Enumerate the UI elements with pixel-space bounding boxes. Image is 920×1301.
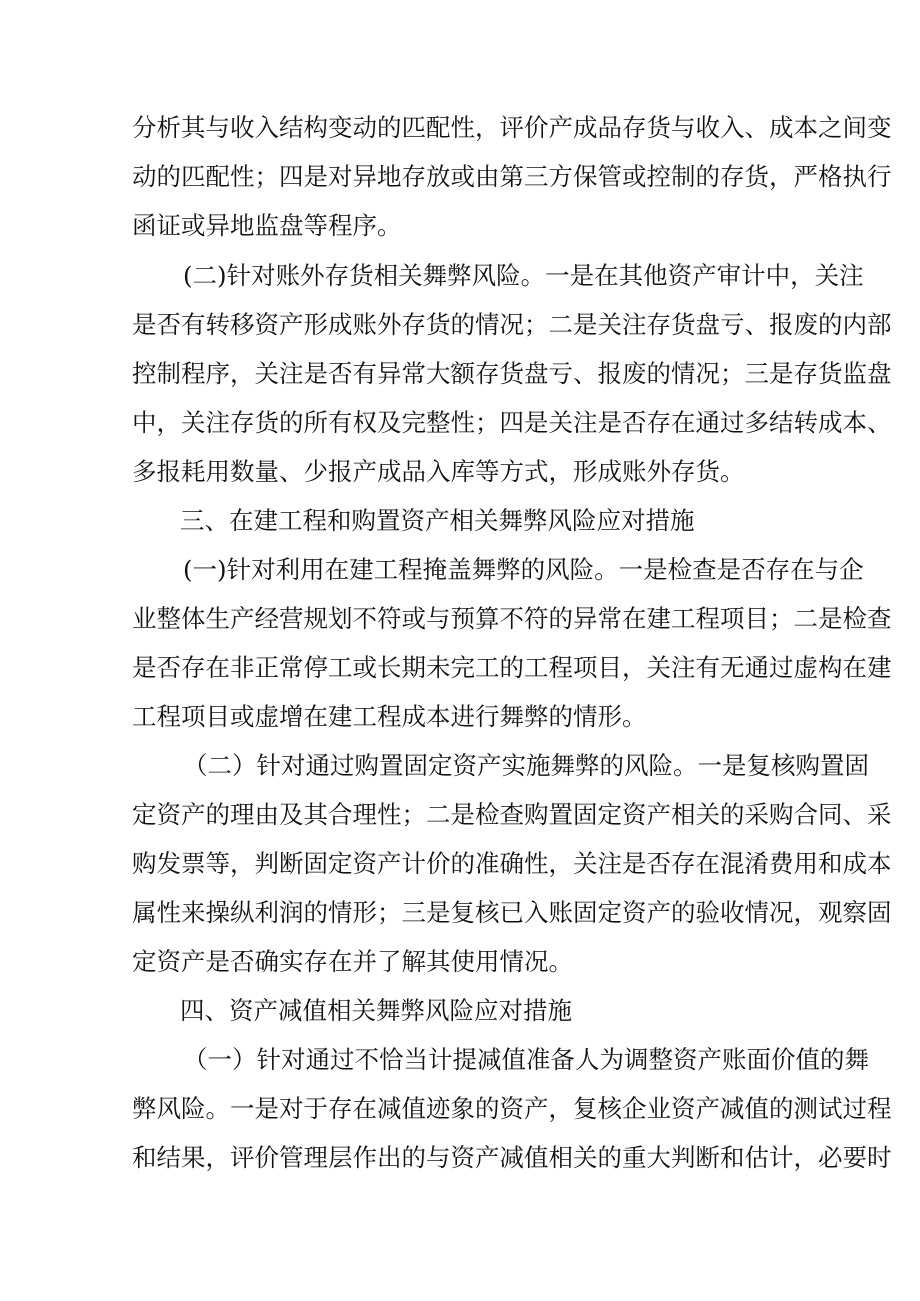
text-line: 是否有转移资产形成账外存货的情况；二是关注存货盘亏、报废的内部 (132, 310, 892, 339)
text-line: 弊风险。一是对于存在减值迹象的资产，复核企业资产减值的测试过程 (132, 1094, 892, 1123)
text-line: 和结果，评价管理层作出的与资产减值相关的重大判断和估计，必要时 (132, 1143, 892, 1172)
text-line: 控制程序，关注是否有异常大额存货盘亏、报废的情况；三是存货监盘 (132, 359, 892, 388)
paragraph-first-line: （二）针对通过购置固定资产实施舞弊的风险。一是复核购置固 (183, 751, 869, 780)
text-line: 定资产的理由及其合理性；二是检查购置固定资产相关的采购合同、采 (132, 800, 892, 829)
text-line: 购发票等，判断固定资产计价的准确性，关注是否存在混淆费用和成本 (132, 849, 892, 878)
text-line: 是否存在非正常停工或长期未完工的工程项目，关注有无通过虚构在建 (132, 653, 892, 682)
section-heading: 三、在建工程和购置资产相关舞弊风险应对措施 (180, 506, 695, 535)
text-line: 中，关注存货的所有权及完整性；四是关注是否存在通过多结转成本、 (132, 408, 892, 437)
paragraph-first-line: (二)针对账外存货相关舞弊风险。一是在其他资产审计中，关注 (183, 261, 864, 290)
text-line: 工程项目或虚增在建工程成本进行舞弊的情形。 (132, 702, 647, 731)
text-line: 函证或异地监盘等程序。 (132, 211, 402, 240)
text-line: 定资产是否确实存在并了解其使用情况。 (132, 947, 573, 976)
section-heading: 四、资产减值相关舞弊风险应对措施 (180, 996, 572, 1025)
text-line: 业整体生产经营规划不符或与预算不符的异常在建工程项目；二是检查 (132, 604, 892, 633)
text-line: 多报耗用数量、少报产成品入库等方式，形成账外存货。 (132, 457, 745, 486)
paragraph-first-line: （一）针对通过不恰当计提减值准备人为调整资产账面价值的舞 (183, 1045, 869, 1074)
text-line: 分析其与收入结构变动的匹配性，评价产成品存货与收入、成本之间变 (132, 113, 892, 142)
paragraph-first-line: (一)针对利用在建工程掩盖舞弊的风险。一是检查是否存在与企 (183, 555, 864, 584)
text-line: 动的匹配性；四是对异地存放或由第三方保管或控制的存货，严格执行 (132, 162, 892, 191)
text-line: 属性来操纵利润的情形；三是复核已入账固定资产的验收情况，观察固 (132, 898, 892, 927)
